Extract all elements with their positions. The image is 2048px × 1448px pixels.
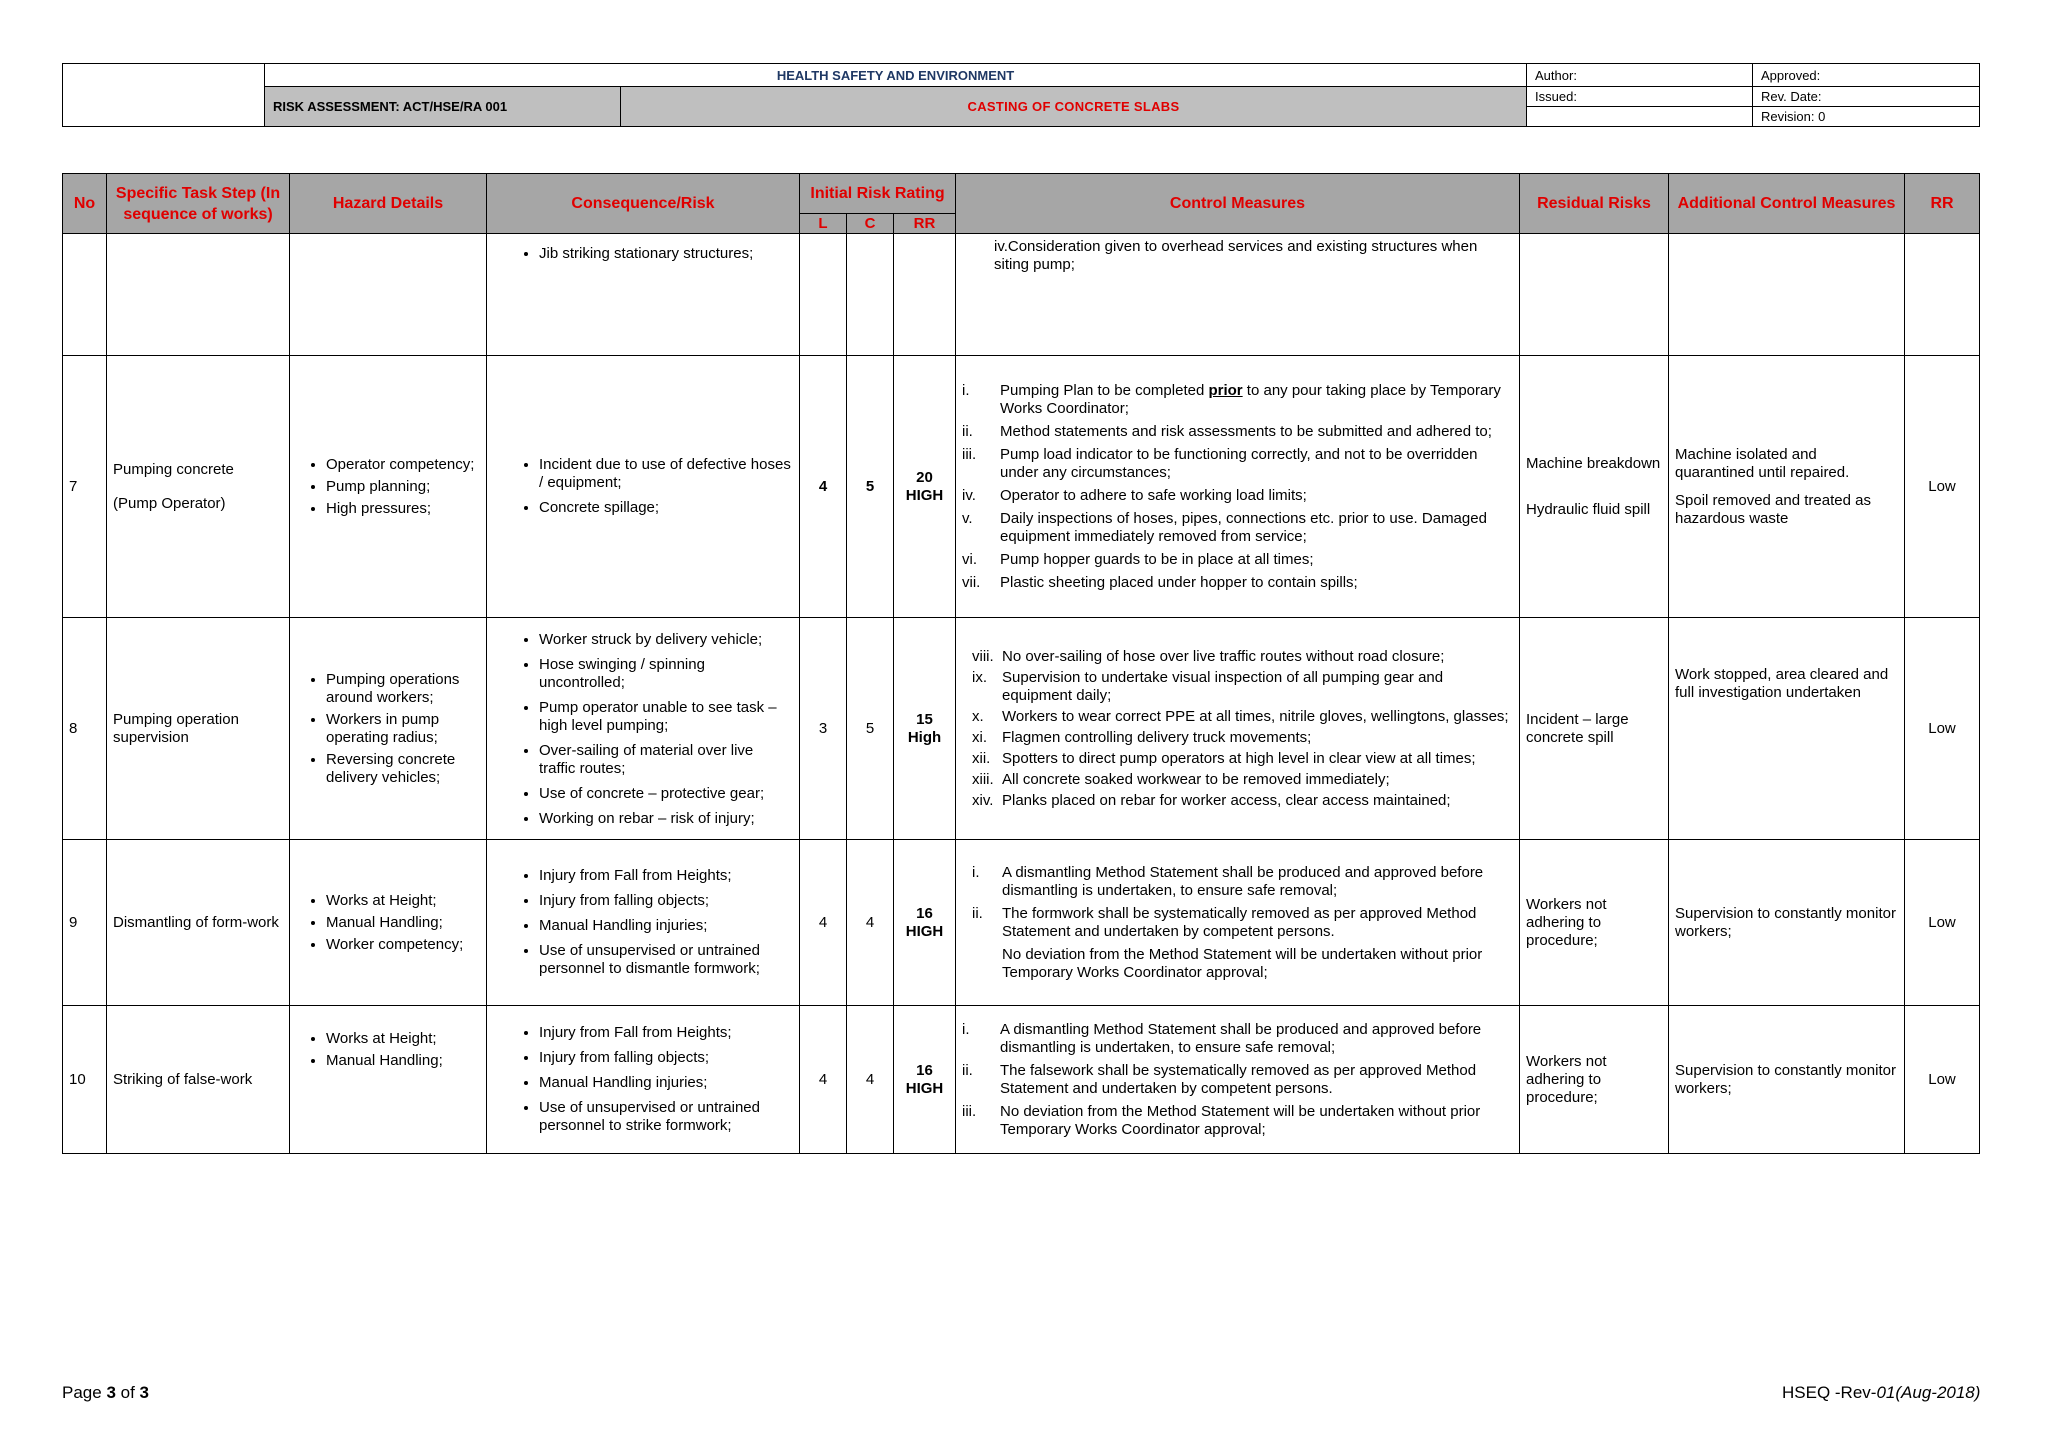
- col-rr-final: RR: [1905, 174, 1980, 234]
- additional-cell: Supervision to constantly monitor workers;: [1669, 1006, 1905, 1154]
- residual-cell: Machine breakdown Hydraulic fluid spill: [1520, 356, 1669, 618]
- consequence-cell: • Jib striking stationary structures;: [487, 234, 800, 356]
- risk-rating: 16 HIGH: [894, 840, 956, 1006]
- table-row: [63, 1006, 1980, 1154]
- task-cell: Dismantling of form-work: [107, 840, 290, 1006]
- col-l: L: [800, 214, 847, 234]
- consequence-cell: • Worker struck by delivery vehicle; • Hose swinging / spinning uncontrolled; • Pump operator unable to see task – high level pumping; • Over-sailing of material over live traffic routes; • Use of concrete – protective gear; • Working on rebar – risk of injury;: [487, 618, 800, 840]
- col-task: Specific Task Step (In sequence of works): [107, 174, 290, 234]
- risk-assessment-table: [62, 173, 1980, 1154]
- residual-cell: Workers not adhering to procedure;: [1520, 1006, 1669, 1154]
- consequence-score: 5: [847, 618, 894, 840]
- col-rr: RR: [894, 214, 956, 234]
- col-consequence: Consequence/Risk: [487, 174, 800, 234]
- col-no: No: [63, 174, 107, 234]
- likelihood: 4: [800, 840, 847, 1006]
- table-row: [63, 840, 1980, 1006]
- col-residual: Residual Risks: [1520, 174, 1669, 234]
- task-cell: Striking of false-work: [107, 1006, 290, 1154]
- hse-title: HEALTH SAFETY AND ENVIRONMENT: [265, 64, 1527, 87]
- revision-field: Revision: 0: [1753, 107, 1980, 127]
- col-c: C: [847, 214, 894, 234]
- issued-field: Issued:: [1527, 87, 1753, 107]
- additional-cell: Work stopped, area cleared and full investigation undertaken: [1669, 618, 1905, 840]
- document-title: CASTING OF CONCRETE SLABS: [621, 87, 1527, 127]
- row-no: 7: [63, 356, 107, 618]
- table-row: [63, 618, 1980, 840]
- consequence-cell: • Injury from Fall from Heights; • Injury from falling objects; • Manual Handling injuries; • Use of unsupervised or untrained personnel to dismantle formwork;: [487, 840, 800, 1006]
- control-cell: i. Pumping Plan to be completed prior to any pour taking place by Temporary Works Coordinator; ii. Method statements and risk assessments to be submitted and adhered to; iii. Pump load indicator to be functioning correctly, and not to be overridden under any circumstances; iv. Operator to adhere to safe working load limits; v. Daily inspections of hoses, pipes, connections etc. prior to use. Damaged equipment immediately removed from service; vi. Pump hopper guards to be in place at all times; vii. Plastic sheeting placed under hopper to contain spills;: [956, 356, 1520, 618]
- consequence-score: 4: [847, 1006, 894, 1154]
- risk-rating: 20 HIGH: [894, 356, 956, 618]
- additional-cell: Machine isolated and quarantined until repaired. Spoil removed and treated as hazardous waste: [1669, 356, 1905, 618]
- likelihood: 4: [800, 356, 847, 618]
- hazard-cell: • Works at Height; • Manual Handling; • Worker competency;: [290, 840, 487, 1006]
- likelihood: 4: [800, 1006, 847, 1154]
- residual-cell: Incident – large concrete spill: [1520, 618, 1669, 840]
- consequence-score: 4: [847, 840, 894, 1006]
- risk-rating: 16 HIGH: [894, 1006, 956, 1154]
- consequence-cell: • Injury from Fall from Heights; • Injury from falling objects; • Manual Handling injuries; • Use of unsupervised or untrained personnel to strike formwork;: [487, 1006, 800, 1154]
- row-no: 8: [63, 618, 107, 840]
- rev-date-field: Rev. Date:: [1753, 87, 1980, 107]
- table-row: [63, 356, 1980, 618]
- residual-rating: Low: [1905, 618, 1980, 840]
- logo-area: [63, 64, 265, 127]
- residual-rating: Low: [1905, 356, 1980, 618]
- col-additional: Additional Control Measures: [1669, 174, 1905, 234]
- row-no: 9: [63, 840, 107, 1006]
- residual-rating: Low: [1905, 1006, 1980, 1154]
- risk-rating: 15 High: [894, 618, 956, 840]
- approved-field: Approved:: [1753, 64, 1980, 87]
- consequence-score: 5: [847, 356, 894, 618]
- control-cell: i. A dismantling Method Statement shall be produced and approved before dismantling is undertaken, to ensure safe removal; ii. The formwork shall be systematically removed as per approved Method Statement and undertaken by competent persons. No deviation from the Method Statement will be undertaken without prior Temporary Works Coordinator approval;: [956, 840, 1520, 1006]
- issued-value: [1527, 107, 1753, 127]
- control-cell: viii. No over-sailing of hose over live traffic routes without road closure; ix. Supervision to undertake visual inspection of all pumping gear and equipment daily; x. Workers to wear correct PPE at all times, nitrile gloves, wellingtons, glasses; xi. Flagmen controlling delivery truck movements; xii. Spotters to direct pump operators at high level in clear view at all times; xiii. All concrete soaked workwear to be removed immediately; xiv. Planks placed on rebar for worker access, clear access maintained;: [956, 618, 1520, 840]
- col-initial-risk: Initial Risk Rating: [800, 174, 956, 214]
- row-no: 10: [63, 1006, 107, 1154]
- additional-cell: Supervision to constantly monitor workers;: [1669, 840, 1905, 1006]
- document-code: HSEQ -Rev-01(Aug-2018): [1782, 1383, 1981, 1402]
- consequence-cell: • Incident due to use of defective hoses / equipment; • Concrete spillage;: [487, 356, 800, 618]
- task-cell: Pumping concrete (Pump Operator): [107, 356, 290, 618]
- hazard-cell: • Pumping operations around workers; • Workers in pump operating radius; • Reversing concrete delivery vehicles;: [290, 618, 487, 840]
- residual-cell: Workers not adhering to procedure;: [1520, 840, 1669, 1006]
- residual-rating: Low: [1905, 840, 1980, 1006]
- control-cell: iv.Consideration given to overhead services and existing structures when siting pump;: [956, 234, 1520, 356]
- likelihood: 3: [800, 618, 847, 840]
- page-number: Page 3 of 3: [62, 1383, 149, 1402]
- hazard-cell: • Operator competency; • Pump planning; • High pressures;: [290, 356, 487, 618]
- hazard-cell: • Works at Height; • Manual Handling;: [290, 1006, 487, 1154]
- task-cell: Pumping operation supervision: [107, 618, 290, 840]
- col-control: Control Measures: [956, 174, 1520, 234]
- risk-assessment-ref: RISK ASSESSMENT: ACT/HSE/RA 001: [265, 87, 621, 127]
- document-header: [62, 63, 1980, 127]
- col-hazard: Hazard Details: [290, 174, 487, 234]
- author-field: Author:: [1527, 64, 1753, 87]
- table-row: [63, 234, 1980, 356]
- control-cell: i. A dismantling Method Statement shall be produced and approved before dismantling is undertaken, to ensure safe removal; ii. The falsework shall be systematically removed as per approved Method Statement and undertaken by competent persons. iii. No deviation from the Method Statement will be undertaken without prior Temporary Works Coordinator approval;: [956, 1006, 1520, 1154]
